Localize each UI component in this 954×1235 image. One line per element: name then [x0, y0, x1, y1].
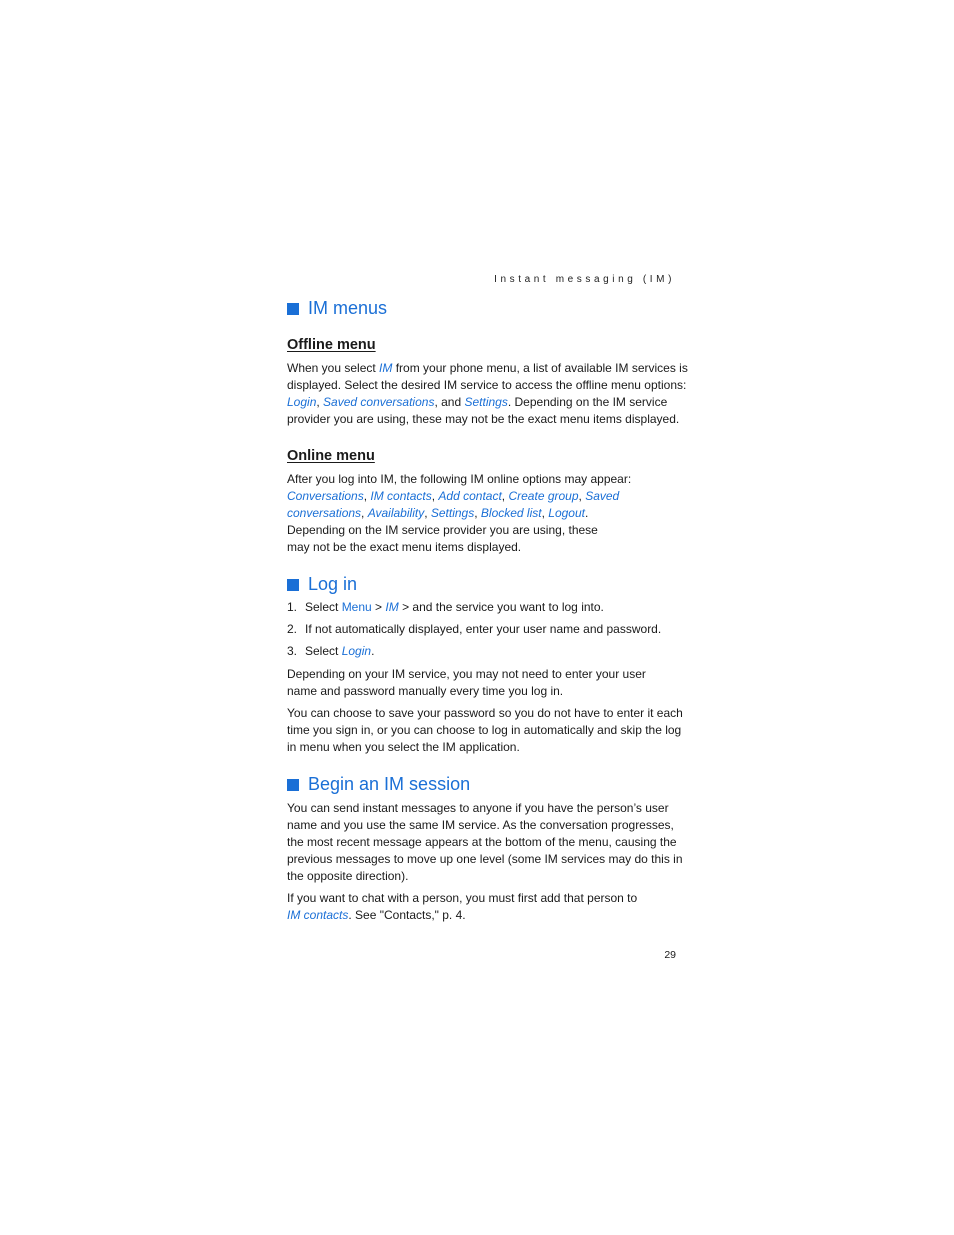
section-title-text: Begin an IM session — [308, 774, 471, 794]
text: , — [361, 506, 368, 520]
subheading-online-menu: Online menu — [287, 448, 375, 464]
paragraph-save-password — [287, 705, 683, 756]
section-title-begin-session — [287, 774, 470, 795]
link-saved-conversations[interactable]: Saved conversations — [323, 395, 435, 409]
text: , — [424, 506, 431, 520]
text: previous messages to move up one level (some IM services may do this in — [287, 852, 683, 866]
paragraph-online-menu — [287, 471, 679, 556]
link-menu[interactable]: Menu — [341, 600, 372, 614]
section-bullet-icon — [287, 779, 299, 791]
text: Depending on your IM service, you may not need to enter your user — [287, 667, 646, 681]
text: , and — [434, 395, 465, 409]
paragraph-offline-menu — [287, 360, 688, 428]
list-item-step-2 — [287, 622, 661, 636]
section-title-im-menus — [287, 298, 387, 319]
text: provider you are using, these may not be the exact menu items displayed. — [287, 412, 680, 426]
section-title-log-in — [287, 574, 357, 595]
link-im-contacts[interactable]: IM contacts — [370, 489, 432, 503]
text: > and the service you want to log into. — [398, 600, 604, 614]
text: from your phone menu, a list of available IM services is — [392, 361, 688, 375]
text: . — [584, 506, 589, 520]
link-availability[interactable]: Availability — [367, 506, 425, 520]
text: , — [578, 489, 586, 503]
paragraph-add-contact — [287, 890, 679, 924]
text: , — [431, 489, 439, 503]
text: , — [541, 506, 549, 520]
page-number: 29 — [664, 949, 676, 961]
list-item-step-1 — [287, 600, 604, 614]
text: , — [363, 489, 371, 503]
text: If not automatically displayed, enter your user name and password. — [305, 622, 662, 636]
text: You can send instant messages to anyone if you have the person’s user — [287, 801, 669, 815]
link-add-contact[interactable]: Add contact — [438, 489, 502, 503]
text: time you sign in, or you can choose to log in automatically and skip the log — [287, 723, 682, 737]
step-number: 1. — [287, 600, 298, 614]
text: When you select — [287, 361, 380, 375]
text: the opposite direction). — [287, 869, 409, 883]
step-number: 2. — [287, 622, 298, 636]
section-bullet-icon — [287, 303, 299, 315]
text: > — [371, 600, 386, 614]
subheading-offline-menu: Offline menu — [287, 337, 376, 353]
section-title-text: IM menus — [308, 298, 388, 318]
link-blocked-list[interactable]: Blocked list — [480, 506, 542, 520]
link-create-group[interactable]: Create group — [508, 489, 579, 503]
text: Select — [305, 600, 342, 614]
text: After you log into IM, the following IM online options may appear: — [287, 472, 632, 486]
link-settings-online[interactable]: Settings — [430, 506, 475, 520]
link-conversations[interactable]: Conversations — [287, 489, 364, 503]
link-logout[interactable]: Logout — [548, 506, 585, 520]
text: name and you use the same IM service. As the conversation progresses, — [287, 818, 674, 832]
text: displayed. Select the desired IM service to access the offline menu options: — [287, 378, 687, 392]
text: . Depending on the IM service — [507, 395, 668, 409]
paragraph-login-info — [287, 666, 679, 700]
text: You can choose to save your password so you do not have to enter it each — [287, 706, 683, 720]
section-title-text: Log in — [308, 574, 358, 594]
text: . — [371, 644, 375, 658]
link-saved[interactable]: Saved — [585, 489, 620, 503]
link-im-contacts[interactable]: IM contacts — [287, 908, 349, 922]
link-settings[interactable]: Settings — [464, 395, 508, 409]
text: If you want to chat with a person, you must first add that person to — [287, 891, 638, 905]
text: may not be the exact menu items displayed. — [287, 540, 522, 554]
paragraph-send-messages — [287, 800, 683, 885]
text: in menu when you select the IM application. — [287, 740, 520, 754]
text: Select — [305, 644, 342, 658]
text: the most recent message appears at the bottom of the menu, causing the — [287, 835, 677, 849]
text: Depending on the IM service provider you are using, these — [287, 523, 598, 537]
running-header: Instant messaging (IM) — [494, 274, 675, 285]
link-im[interactable]: IM — [385, 600, 399, 614]
text: . See "Contacts," p. 4. — [348, 908, 466, 922]
link-login[interactable]: Login — [341, 644, 372, 658]
text: , — [501, 489, 509, 503]
link-conversations-2[interactable]: conversations — [287, 506, 362, 520]
link-login[interactable]: Login — [287, 395, 317, 409]
list-item-step-3 — [287, 644, 374, 658]
link-im[interactable]: IM — [379, 361, 393, 375]
section-bullet-icon — [287, 579, 299, 591]
step-number: 3. — [287, 644, 298, 658]
text: name and password manually every time you log in. — [287, 684, 564, 698]
text: , — [316, 395, 324, 409]
text: , — [474, 506, 481, 520]
